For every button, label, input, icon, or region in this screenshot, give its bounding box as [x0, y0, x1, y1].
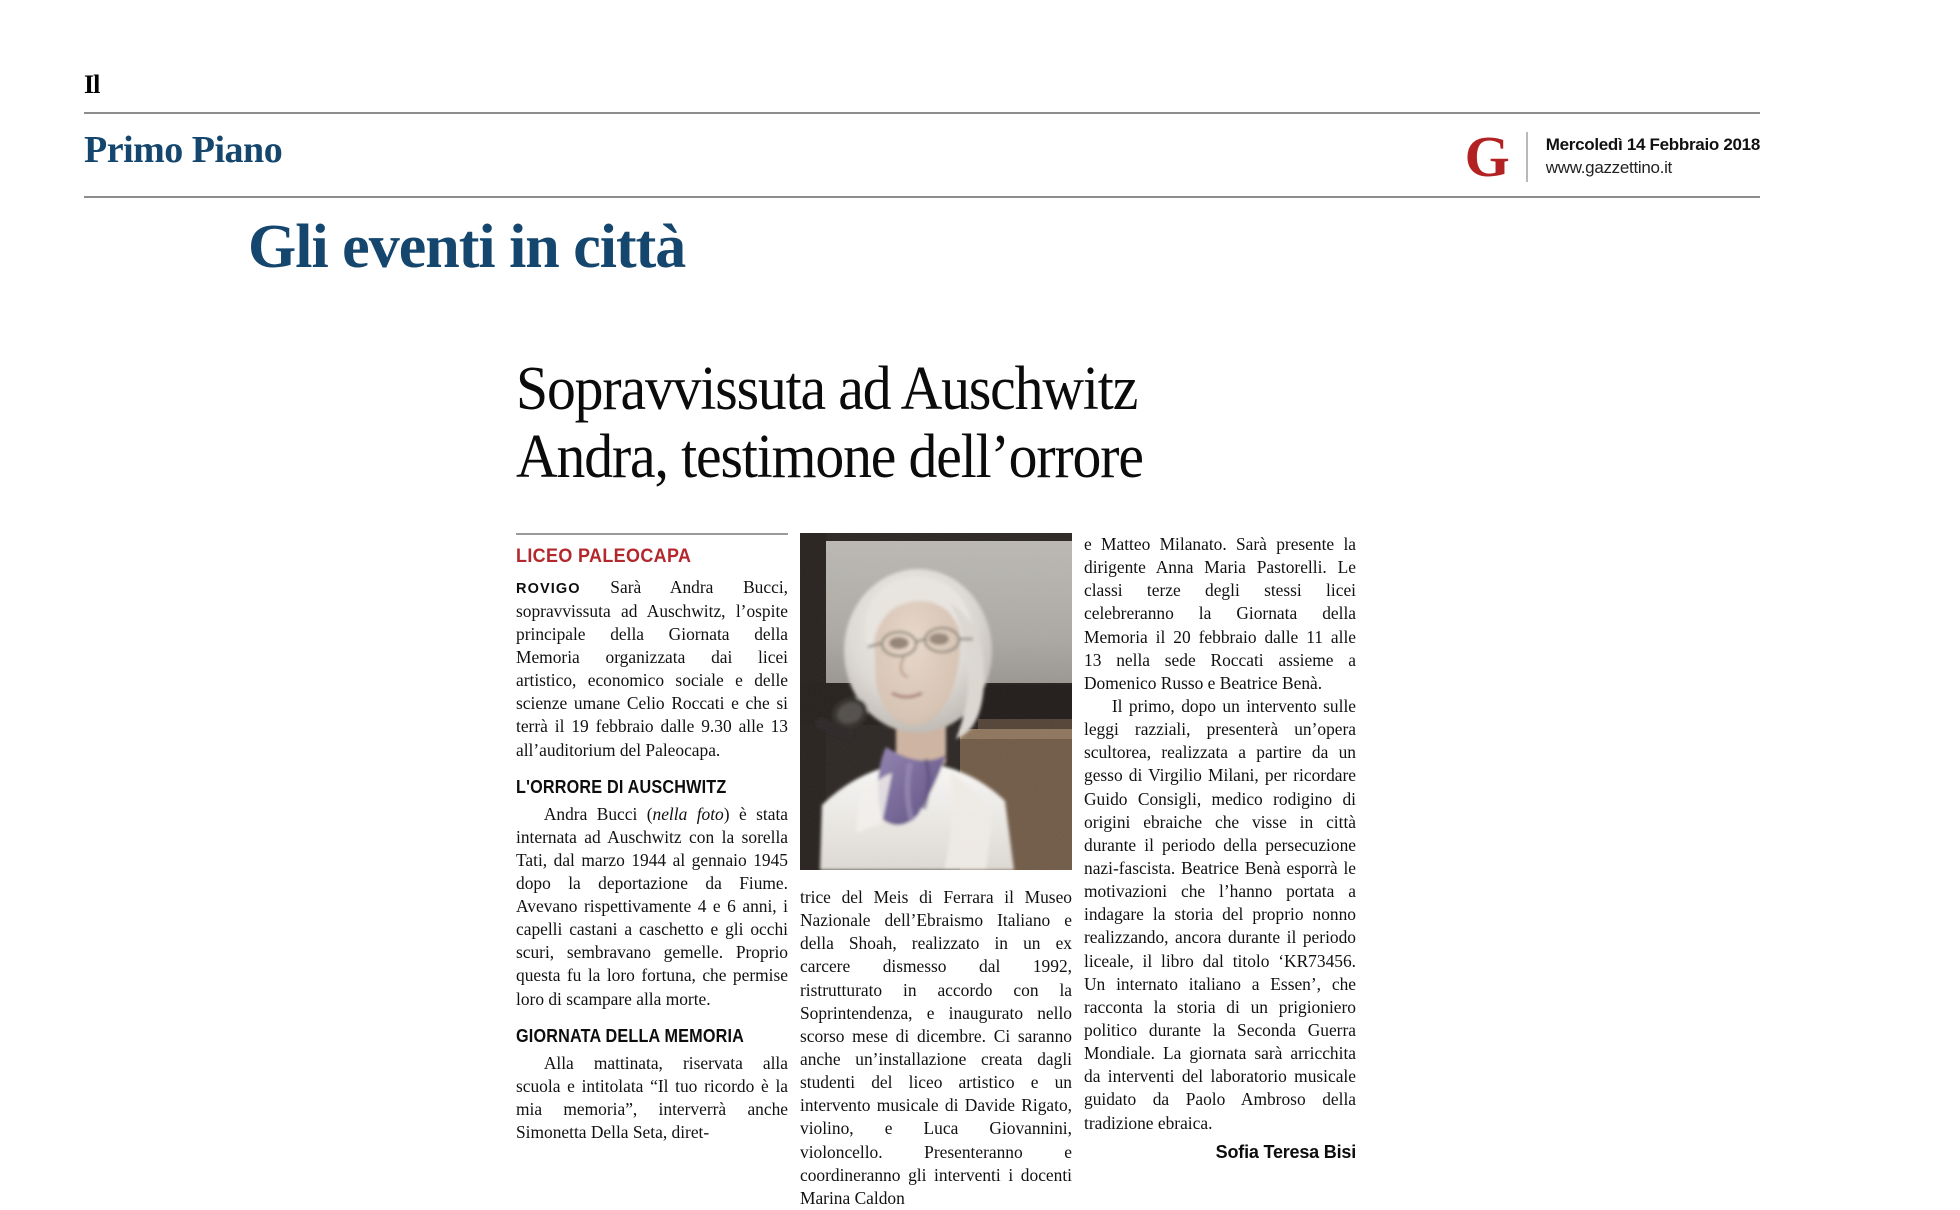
gazzettino-logo-icon: G — [1464, 123, 1508, 189]
header-rule-top — [84, 112, 1760, 114]
dateline: ROVIGO — [516, 581, 581, 598]
subhead-liceo-paleocapa: LICEO PALEOCAPA — [516, 545, 692, 567]
paragraph-intro — [516, 576, 788, 761]
paragraph-orrore-a: Andra Bucci ( — [543, 803, 653, 824]
article-headline — [516, 356, 1334, 491]
header-rule-bottom — [84, 196, 1760, 198]
article-byline: Sofia Teresa Bisi — [1215, 1141, 1356, 1162]
paragraph-col3-2: Il primo, dopo un intervento sulle leggi razziali, presenterà un’opera scultorea, realizzata a partire da un gesso di Virgilio Milani, per ricordare Guido Consigli, medico rodigino di origini ebraiche che visse in città durante il periodo della persecuzione nazi-fascista. Beatrice Benà esporrà le motivazioni che l’hanno portata a indagare la storia del proprio nonno realizzando, ancora durante il periodo liceale, il libro dal titolo ‘KR73456. Un internato italiano a Essen’, che racconta la storia di un prigioniero politico durante la Seconda Guerra Mondiale. La giornata sarà arricchita da interventi del laboratorio musicale guidato da Paolo Ambroso della tradizione ebraica. — [1084, 695, 1356, 1133]
paragraph-intro-text: Sarà Andra Bucci, sopravvissuta ad Auschwitz, l’ospite principale della Giornata della Memoria organizzata dai licei artistico, economico sociale e delle scienze umane Celio Roccati e che si terrà il 19 febbraio dalle 9.30 alle 13 all’auditorium del Paleocapa. — [516, 577, 788, 760]
publication-date: Mercoledì 14 Febbraio 2018 — [1545, 135, 1760, 155]
photo-credit-italic: nella foto — [652, 803, 724, 824]
masthead-divider — [1526, 132, 1528, 182]
paragraph-col3-1: e Matteo Milanato. Sarà presente la dirigente Anna Maria Pastorelli. Le classi terze degli stessi licei celebreranno la Giornata della Memoria il 20 febbraio dalle 11 alle 13 nella sede Roccati assieme a Domenico Russo e Beatrice Benà. — [1084, 534, 1356, 693]
page-folio: Il — [84, 70, 100, 99]
kicker-headline: Gli eventi in città — [248, 213, 686, 281]
photo-image — [800, 533, 1072, 870]
section-title: Primo Piano — [84, 129, 283, 171]
publication-url: www.gazzettino.it — [1545, 158, 1672, 177]
article-column-1 — [516, 533, 788, 1144]
column-rule — [516, 533, 788, 535]
headline-line-1: Sopravvissuta ad Auschwitz — [516, 355, 1138, 423]
paragraph-giornata: Alla mattinata, riservata alla scuola e intitolata “Il tuo ricordo è la mia memoria”, interverrà anche Simonetta Della Seta, diret- — [516, 1052, 788, 1142]
paragraph-col2: trice del Meis di Ferrara il Museo Nazionale dell’Ebraismo Italiano e della Shoah, realizzato in un ex carcere dismesso dal 1992, ristrutturato in accordo con la Soprintendenza, e inaugurato nello scorso mese di dicembre. Ci saranno anche un’installazione creata dagli studenti del liceo artistico e un intervento musicale di Davide Rigato, violino, e Luca Giovannini, violoncello. Presenteranno e coordineranno gli interventi i docenti Marina Caldon — [800, 887, 1072, 1208]
paragraph-orrore — [516, 803, 788, 1011]
article-column-2 — [800, 886, 1072, 1210]
headline-line-2: Andra, testimone dell’orrore — [516, 422, 1143, 491]
article-photo — [800, 533, 1072, 870]
article-column-3 — [1084, 533, 1356, 1165]
masthead — [1464, 123, 1760, 189]
subhead-orrore-auschwitz: L'ORRORE DI AUSCHWITZ — [516, 776, 727, 797]
paragraph-orrore-b: ) è stata internata ad Auschwitz con la sorella Tati, dal marzo 1944 al gennaio 1945 dopo la deportazione da Fiume. Avevano rispettivamente 4 e 6 anni, i capelli castani a caschetto e gli occhi scuri, sembravano gemelle. Proprio questa fu la loro fortuna, che permise loro di scampare alla morte. — [516, 803, 788, 1009]
subhead-giornata-memoria: GIORNATA DELLA MEMORIA — [516, 1025, 745, 1046]
masthead-text — [1546, 134, 1760, 180]
